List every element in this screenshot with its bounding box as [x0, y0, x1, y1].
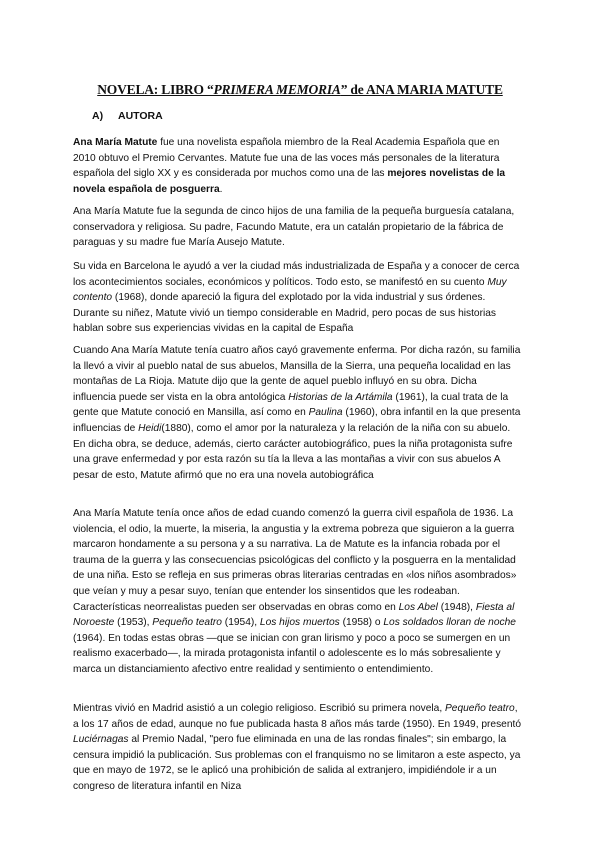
title-prefix: NOVELA: LIBRO “ — [97, 82, 214, 97]
paragraph-6 — [73, 701, 521, 795]
book-title: Pequeño teatro — [445, 703, 515, 714]
paragraph-text: (1960), obra infantil en la que presenta influencias de — [73, 407, 521, 434]
paragraph-text: (1880), como el amor por la naturaleza y la relación de la niña con su abuelo. En dicha obra, se deduce, además, cierto carácter autobiográfico, pues la niña protagonista sufre una grave enfermedad y por esta razón su tía la lleva a las montañas a vivir con sus abuelos A pesar de esto, Matute afirmó que no era una novela autobiográfica — [73, 422, 513, 481]
paragraph-text: fue una novelista española miembro de la Real Academia Española que en 2010 obtuvo el Premio Cervantes. Matute fue una de las voces más personales de la literatura española del siglo XX y es considerada por muchos como una de las — [73, 137, 500, 180]
paragraph-text: Su vida en Barcelona le ayudó a ver la ciudad más industrializada de España y a conocer de cerca los acontecimientos sociales, económicos y políticos. Todo esto, se manifestó en su cuento — [73, 261, 520, 288]
paragraph-text: al Premio Nadal, "pero fue eliminada en una de las rondas finales"; sin embargo, la censura impidió la publicación. Sus problemas con el franquismo no se limitaron a este aspecto, ya que en mayo de 1972, se le aplicó una prohibición de salida al extranjero, impidiéndole ir a un congreso de literatura infantil en Niza — [73, 734, 521, 792]
section-title: AUTORA — [118, 110, 163, 122]
paragraph-text: (1968), donde apareció la figura del explotado por la vida industrial y sus órdenes. Durante su niñez, Matute vivió un tiempo considerable en Madrid, pero pocas de sus historias hablan sobre sus experiencias vividas en la capital de España — [73, 292, 497, 335]
paragraph-5 — [73, 506, 521, 678]
book-title: Luciérnagas — [73, 734, 129, 746]
paragraph-text: (1954), — [221, 617, 260, 629]
paragraph-1 — [73, 135, 521, 197]
section-label: A) — [92, 110, 104, 122]
author-name: Ana María Matute — [73, 137, 158, 148]
paragraph-3 — [73, 259, 521, 337]
paragraph-text: Cuando Ana María Matute tenía cuatro años cayó gravemente enferma. Por dicha razón, su familia la llevó a vivir al pueblo natal de sus abuelos, Mansilla de la Sierra, una pequeña localidad en las montañas de La Rioja. Matute dijo que la gente de aquel pueblo influyó en su obra. Dicha influencia puede ser vista en la obra antológica — [73, 345, 521, 403]
paragraph-4 — [73, 343, 521, 483]
paragraph-text: (1964). En todas estas obras —que se inician con gran lirismo y poco a poco se sumergen en un realismo exacerbado—, la mirada protagonista infantil o adolescente es lo más sobresaliente y marca un distanciamiento afectivo entre realidad y sentimiento o entendimiento. — [73, 632, 511, 675]
book-title: Fiesta al Noroeste — [73, 601, 515, 629]
title-book-name: PRIMERA MEMORIA — [213, 82, 341, 97]
book-title: Paulina — [308, 407, 343, 419]
paragraph-text: Mientras vivió en Madrid asistió a un colegio religioso. Escribió su primera novela, — [73, 703, 446, 714]
book-title: Los Abel — [398, 601, 438, 613]
document-title — [0, 82, 600, 98]
paragraph-text: (1953), — [114, 617, 153, 629]
book-title: Pequeño teatro — [152, 617, 222, 629]
book-title: Muy contento — [73, 276, 507, 304]
paragraph-text: (1948), — [437, 601, 476, 613]
section-heading — [92, 110, 163, 122]
book-title: Los soldados lloran de noche — [383, 617, 516, 629]
title-suffix: ” de ANA MARIA MATUTE — [340, 82, 503, 97]
paragraph-text: Ana María Matute tenía once años de edad cuando comenzó la guerra civil española de 1936. La violencia, el odio, la muerte, la miseria, la angustia y la extrema pobreza que siguieron a la guerra marcaron hondamente a su persona y a su narrativa. La de Matute es la infancia robada por el trauma de la guerra y las consecuencias psicológicas del conflicto y la posguerra en la mentalidad de una niña. Esto se refleja en sus primeras obras literarias centradas en «los niños asombrados» que veían y muy a pesar suyo, tenían que entender los sinsentidos que les rodeaban. Características neorrealistas pueden ser observadas en obras como en — [73, 508, 517, 613]
book-title: Heidi — [138, 422, 162, 434]
paragraph-2: Ana María Matute fue la segunda de cinco hijos de una familia de la pequeña burguesía catalana, conservadora y religiosa. Su padre, Facundo Matute, era un catalán propietario de la fábrica de paraguas y su madre fue María Ausejo Matute. — [73, 206, 515, 249]
paragraph-text: (1961), la cual trata de la gente que Matute conoció en Mansilla, así como en — [73, 391, 509, 419]
paragraph-text: . — [219, 183, 223, 195]
paragraph-text: , a los 17 años de edad, aunque no fue publicada hasta 8 años más tarde (1950). En 1949, presentó — [73, 703, 522, 730]
book-title: Historias de la Artámila — [288, 391, 393, 403]
book-title: Los hijos muertos — [259, 617, 340, 629]
paragraph-text: (1958) o — [339, 617, 384, 629]
bold-phrase: mejores novelistas de la novela española de posguerra — [73, 168, 506, 195]
